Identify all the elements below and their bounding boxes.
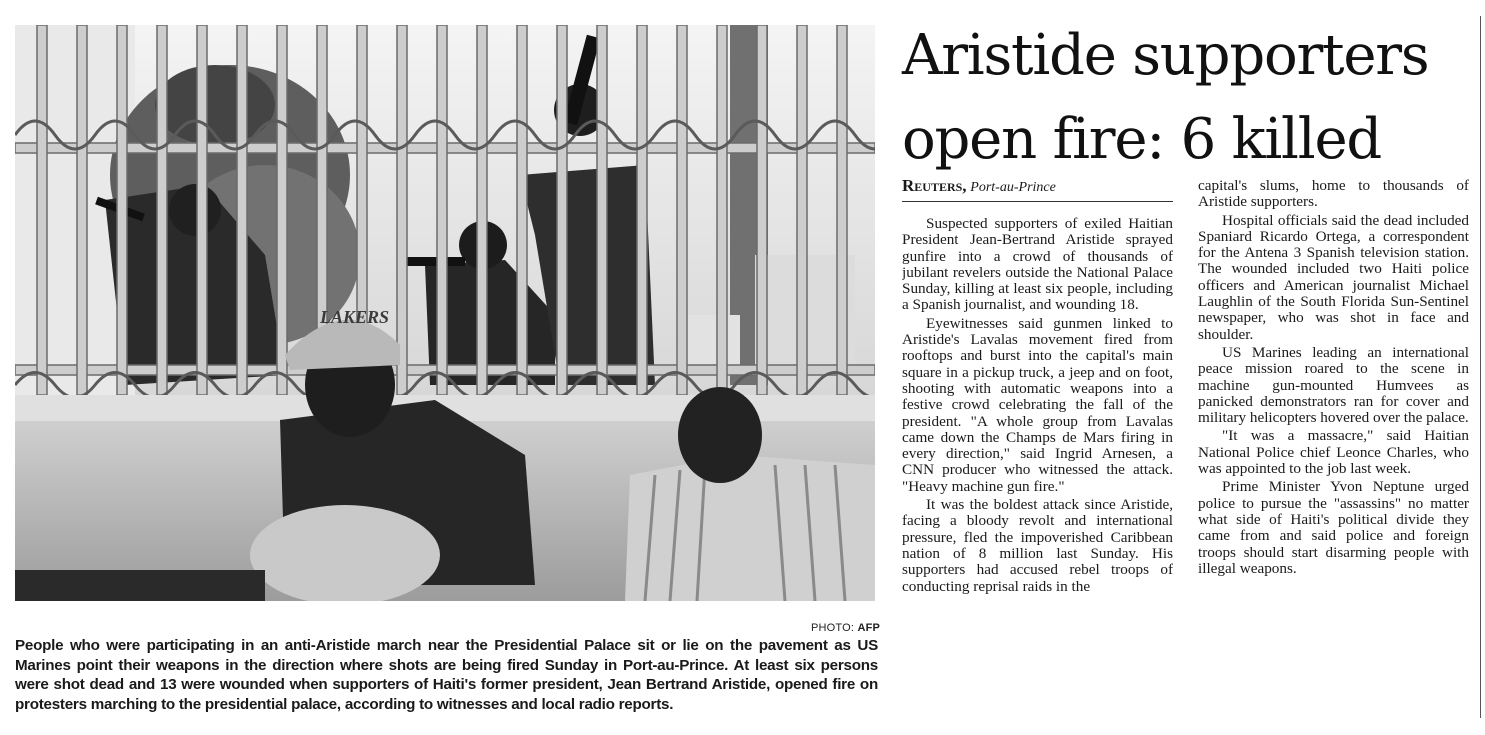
photo-caption: People who were participating in an anti-Aristide march near the Presidential Palace sit or lie on the pavement as US Marines point their weapons in the direction where shots are being fired Sunday in Port-au-Prince. At least six persons were shot dead and 13 were wounded when supporters of Haiti's former president, Jean Bertrand Aristide, opened fire on protesters marching to the presidential palace, according to witnesses and local radio reports.: [15, 637, 878, 713]
article-column-1: [902, 216, 1173, 716]
photo-credit: [811, 622, 880, 634]
article-column-2: [1198, 178, 1469, 718]
photo-illustration: [15, 25, 875, 601]
paragraph: Prime Minister Yvon Neptune urged police to pursue the "assassins" no matter what side of Haiti's political divide they came from and said police and foreign troops should start disarming people with illegal weapons.: [1198, 478, 1469, 577]
headline-line-1: Aristide supporters: [902, 23, 1429, 88]
paragraph: Eyewitnesses said gunmen linked to Aristide's Lavalas movement fired from rooftops and burst into the capital's main square in a pickup truck, a jeep and on foot, shooting with automatic weapons into a festive crowd celebrating the fall of the president. "A whole group from Lavalas came down the Champs de Mars firing in every direction," said Ingrid Arnesen, a CNN producer who witnessed the attack. "Heavy machine gun fire.": [902, 314, 1173, 495]
headline: [902, 14, 1472, 182]
headline-line-2: open fire: 6 killed: [902, 107, 1382, 172]
column-rule: [1480, 16, 1481, 718]
news-photo: [15, 25, 875, 601]
paragraph: Hospital officials said the dead included Spaniard Ricardo Ortega, a correspondent for the Antena 3 Spanish television station. The wounded included two Haiti police officers and American journalist Michael Laughlin of the South Florida Sun-Sentinel newspaper, who was shot in face and shoulder.: [1198, 211, 1469, 343]
paragraph: US Marines leading an international peace mission roared to the scene in machine gun-mounted Humvees as panicked demonstrators ran for cover and military helicopters hovered over the palace.: [1198, 343, 1469, 427]
photo-credit-source: AFP: [857, 622, 881, 634]
byline-agency: Reuters,: [902, 176, 967, 195]
byline: [902, 176, 1173, 202]
paragraph: Suspected supporters of exiled Haitian President Jean-Bertrand Aristide sprayed gunfire into a crowd of thousands of jubilant revelers outside the National Palace Sunday, killing at least six people, including a Spanish journalist, and wounding 18.: [902, 216, 1173, 314]
byline-location: Port-au-Prince: [970, 180, 1056, 195]
paragraph: It was the boldest attack since Aristide, facing a bloody revolt and international pressure, fled the impoverished Caribbean nation of 8 million last Sunday. His supporters had accused rebel troops of conducting reprisal raids in the: [902, 496, 1173, 595]
paragraph: "It was a massacre," said Haitian National Police chief Leonce Charles, who was appointed to the job last week.: [1198, 427, 1469, 478]
paragraph-continuation: capital's slums, home to thousands of Aristide supporters.: [1198, 178, 1469, 211]
cap-text: LAKERS: [320, 307, 390, 327]
photo-credit-label: PHOTO:: [811, 622, 855, 634]
